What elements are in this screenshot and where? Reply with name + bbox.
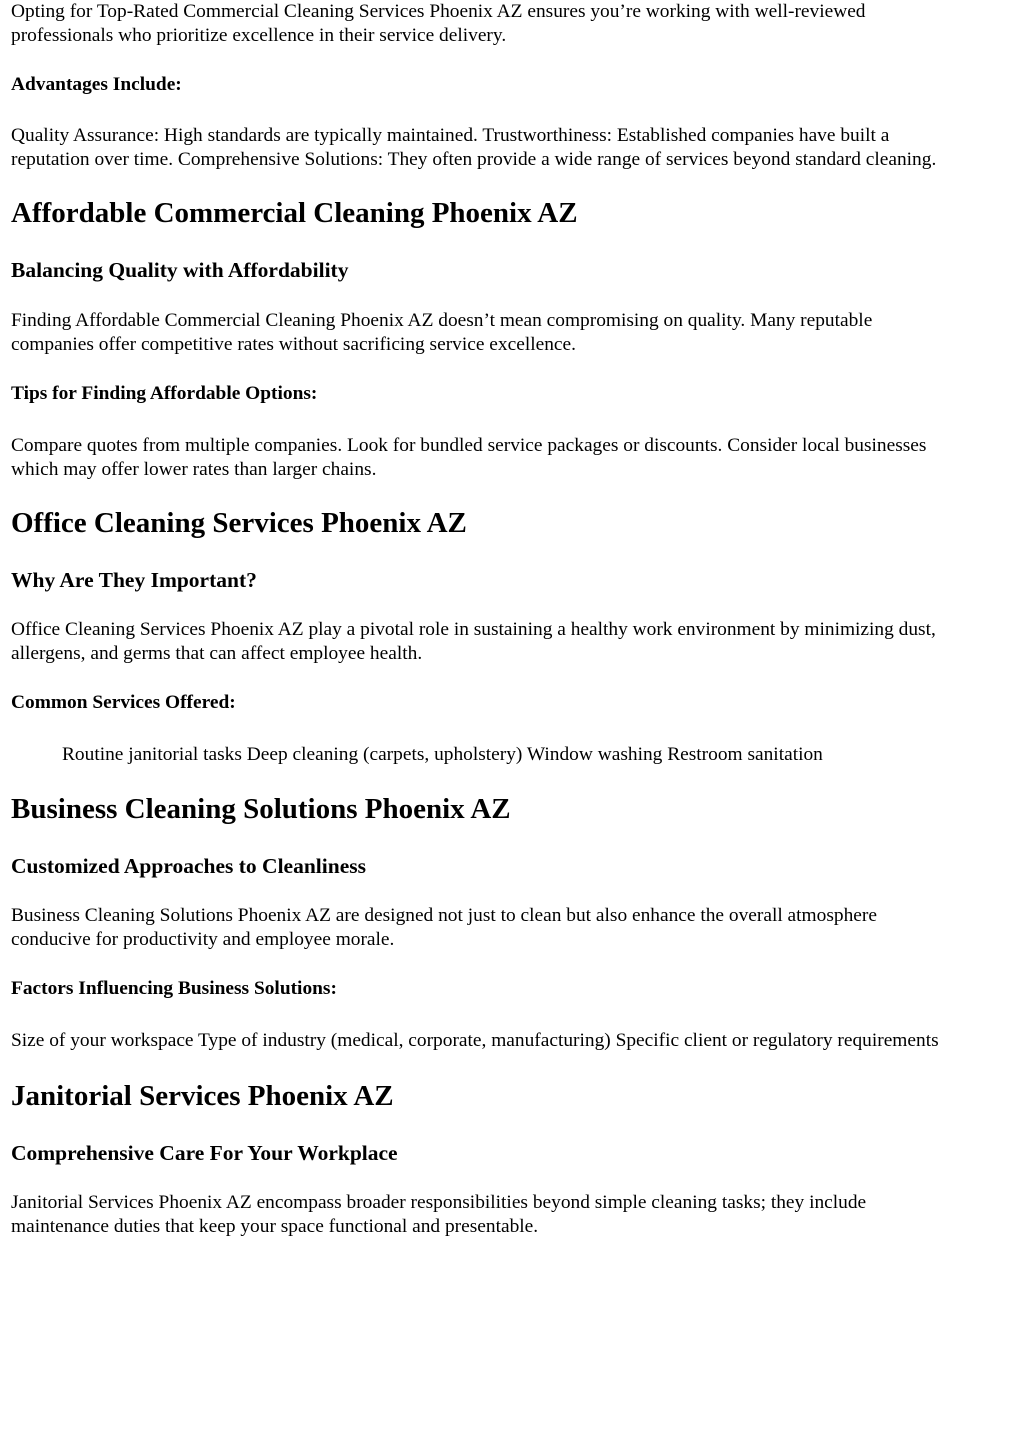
office-heading: Office Cleaning Services Phoenix AZ xyxy=(11,507,467,539)
janitorial-paragraph xyxy=(11,1191,1011,1238)
services-label: Common Services Offered: xyxy=(11,692,236,713)
affordable-line-2: companies offer competitive rates without sacrificing service excellence. xyxy=(11,333,576,355)
business-paragraph xyxy=(11,904,1011,951)
advantages-line-1: Quality Assurance: High standards are typically maintained. Trustworthiness: Established companies have built a xyxy=(11,125,890,146)
tips-line-2: which may offer lower rates than larger chains. xyxy=(11,458,377,480)
factors-paragraph: Size of your workspace Type of industry (medical, corporate, manufacturing) Specific client or regulatory requirements xyxy=(11,1030,939,1051)
advantages-label: Advantages Include: xyxy=(11,74,182,95)
factors-label: Factors Influencing Business Solutions: xyxy=(11,978,337,999)
office-line-1: Office Cleaning Services Phoenix AZ play a pivotal role in sustaining a healthy work environment by minimizing dust, xyxy=(11,619,936,640)
advantages-paragraph xyxy=(11,124,1011,171)
business-line-1: Business Cleaning Solutions Phoenix AZ are designed not just to clean but also enhance the overall atmosphere xyxy=(11,905,877,926)
janitorial-subheading: Comprehensive Care For Your Workplace xyxy=(11,1141,398,1165)
tips-line-1: Compare quotes from multiple companies. Look for bundled service packages or discounts. Consider local businesses xyxy=(11,435,927,456)
business-heading: Business Cleaning Solutions Phoenix AZ xyxy=(11,793,511,825)
business-subheading: Customized Approaches to Cleanliness xyxy=(11,854,366,878)
advantages-line-2: reputation over time. Comprehensive Solutions: They often provide a wide range of services beyond standard cleaning. xyxy=(11,148,937,170)
office-subheading: Why Are They Important? xyxy=(11,568,257,592)
affordable-paragraph xyxy=(11,309,1011,356)
intro-line-2: professionals who prioritize excellence in their service delivery. xyxy=(11,24,507,46)
janitorial-line-1: Janitorial Services Phoenix AZ encompass broader responsibilities beyond simple cleaning tasks; they include xyxy=(11,1192,867,1213)
office-paragraph xyxy=(11,618,1011,665)
tips-paragraph xyxy=(11,434,1011,481)
affordable-heading: Affordable Commercial Cleaning Phoenix AZ xyxy=(11,197,578,229)
office-line-2: allergens, and germs that can affect employee health. xyxy=(11,642,423,664)
janitorial-heading: Janitorial Services Phoenix AZ xyxy=(11,1080,394,1112)
services-list: Routine janitorial tasks Deep cleaning (carpets, upholstery) Window washing Restroom sanitation xyxy=(62,744,823,765)
affordable-line-1: Finding Affordable Commercial Cleaning Phoenix AZ doesn’t mean compromising on quality. Many reputable xyxy=(11,310,873,331)
business-line-2: conducive for productivity and employee morale. xyxy=(11,928,395,950)
intro-paragraph xyxy=(11,0,1011,47)
affordable-subheading: Balancing Quality with Affordability xyxy=(11,258,349,282)
tips-label: Tips for Finding Affordable Options: xyxy=(11,383,318,404)
intro-line-1: Opting for Top-Rated Commercial Cleaning Services Phoenix AZ ensures you’re working with well-reviewed xyxy=(11,1,866,22)
janitorial-line-2: maintenance duties that keep your space functional and presentable. xyxy=(11,1215,539,1237)
